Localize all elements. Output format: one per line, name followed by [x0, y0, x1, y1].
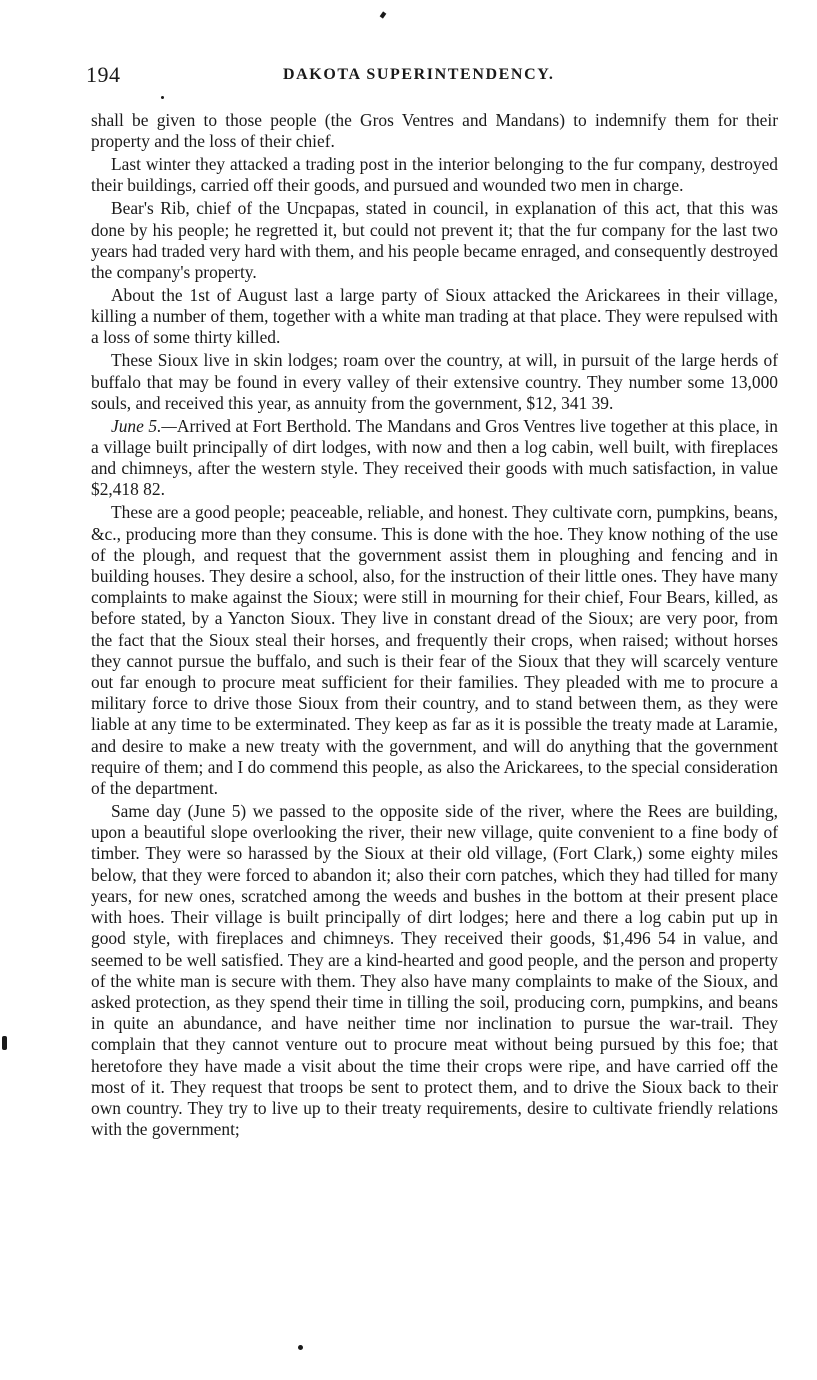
- ink-dot-footer: [298, 1345, 303, 1350]
- paragraph-bears-rib: Bear's Rib, chief of the Uncpapas, stated in council, in explanation of this act, that this was done by his people; he regretted it, but could not prevent it; that the fur company for the last two years had traded very hard with them, and his people became enraged, and consequently destroyed the company's property.: [91, 198, 778, 283]
- page-number: 194: [86, 62, 121, 87]
- paragraph-june-5: [91, 416, 778, 501]
- running-head: DAKOTA SUPERINTENDENCY.: [283, 66, 555, 83]
- date-lead: June 5.—: [111, 415, 177, 436]
- ink-mark-left-margin: [2, 1036, 7, 1050]
- paragraph-continuation: shall be given to those people (the Gros Ventres and Mandans) to indemnify them for their property and the loss of their chief.: [91, 110, 778, 152]
- paragraph-june-5-text: Arrived at Fort Berthold. The Mandans and Gros Ventres live together at this place, in a village built principally of dirt lodges, with now and then a log cabin, well built, with fireplaces and chimneys, after the western style. They received their goods with much satisfaction, in value $2,418 82.: [91, 415, 778, 500]
- paragraph-sioux-lodges: These Sioux live in skin lodges; roam over the country, at will, in pursuit of the large herds of buffalo that may be found in every valley of their extensive country. They number some 13,000 souls, and received this year, as annuity from the government, $12, 341 39.: [91, 350, 778, 413]
- ink-mark-top: [380, 11, 387, 18]
- page-header: [86, 62, 772, 90]
- body-text: [91, 110, 778, 1142]
- paragraph-trading-post: Last winter they attacked a trading post in the interior belonging to the fur company, destroyed their buildings, carried off their goods, and pursued and wounded two men in charge.: [91, 154, 778, 196]
- paragraph-good-people: These are a good people; peaceable, reliable, and honest. They cultivate corn, pumpkins, beans, &c., producing more than they consume. This is done with the hoe. They know nothing of the use of the plough, and request that the government assist them in ploughing and fencing and in building houses. They desire a school, also, for the instruction of their little ones. They have many complaints to make against the Sioux; were still in mourning for their chief, Four Bears, killed, as before stated, by a Yancton Sioux. They live in constant dread of the Sioux; are very poor, from the fact that the Sioux steal their horses, and frequently their crops, when raised; without horses they cannot pursue the buffalo, and such is their fear of the Sioux that they will scarcely venture out far enough to procure meat sufficient for their families. They pleaded with me to procure a military force to drive those Sioux from their country, and to stand between them, as they were liable at any time to be exterminated. They keep as far as it is possible the treaty made at Laramie, and desire to make a new treaty with the government, and will do anything that the government require of them; and I do commend this people, as also the Arickarees, to the special consideration of the department.: [91, 502, 778, 799]
- ink-dot-header: [161, 96, 164, 99]
- paragraph-same-day: Same day (June 5) we passed to the opposite side of the river, where the Rees are building, upon a beautiful slope overlooking the river, their new village, quite convenient to a fine body of timber. They were so harassed by the Sioux at their old village, (Fort Clark,) some eighty miles below, that they were forced to abandon it; also their corn patches, which they had tilled for many years, for new ones, scratched among the weeds and bushes in the bottom at their present place with hoes. Their village is built principally of dirt lodges; here and there a log cabin put up in good style, with fireplaces and chimneys. They received their goods, $1,496 54 in value, and seemed to be well satisfied. They are a kind-hearted and good people, and the person and property of the white man is secure with them. They also have many complaints to make of the Sioux, and asked protection, as they spend their time in tilling the soil, producing corn, pumpkins, and beans in quite an abundance, and have neither time nor inclination to pursue the war-trail. They complain that they cannot venture out to procure meat without being pursued by this foe; that heretofore they have made a visit about the time their crops were ripe, and have carried off the most of it. They request that troops be sent to protect them, and to drive the Sioux back to their own country. They try to live up to their treaty requirements, desire to cultivate friendly relations with the government;: [91, 801, 778, 1140]
- paragraph-august-attack: About the 1st of August last a large party of Sioux attacked the Arickarees in their village, killing a number of them, together with a white man trading at that place. They were repulsed with a loss of some thirty killed.: [91, 285, 778, 348]
